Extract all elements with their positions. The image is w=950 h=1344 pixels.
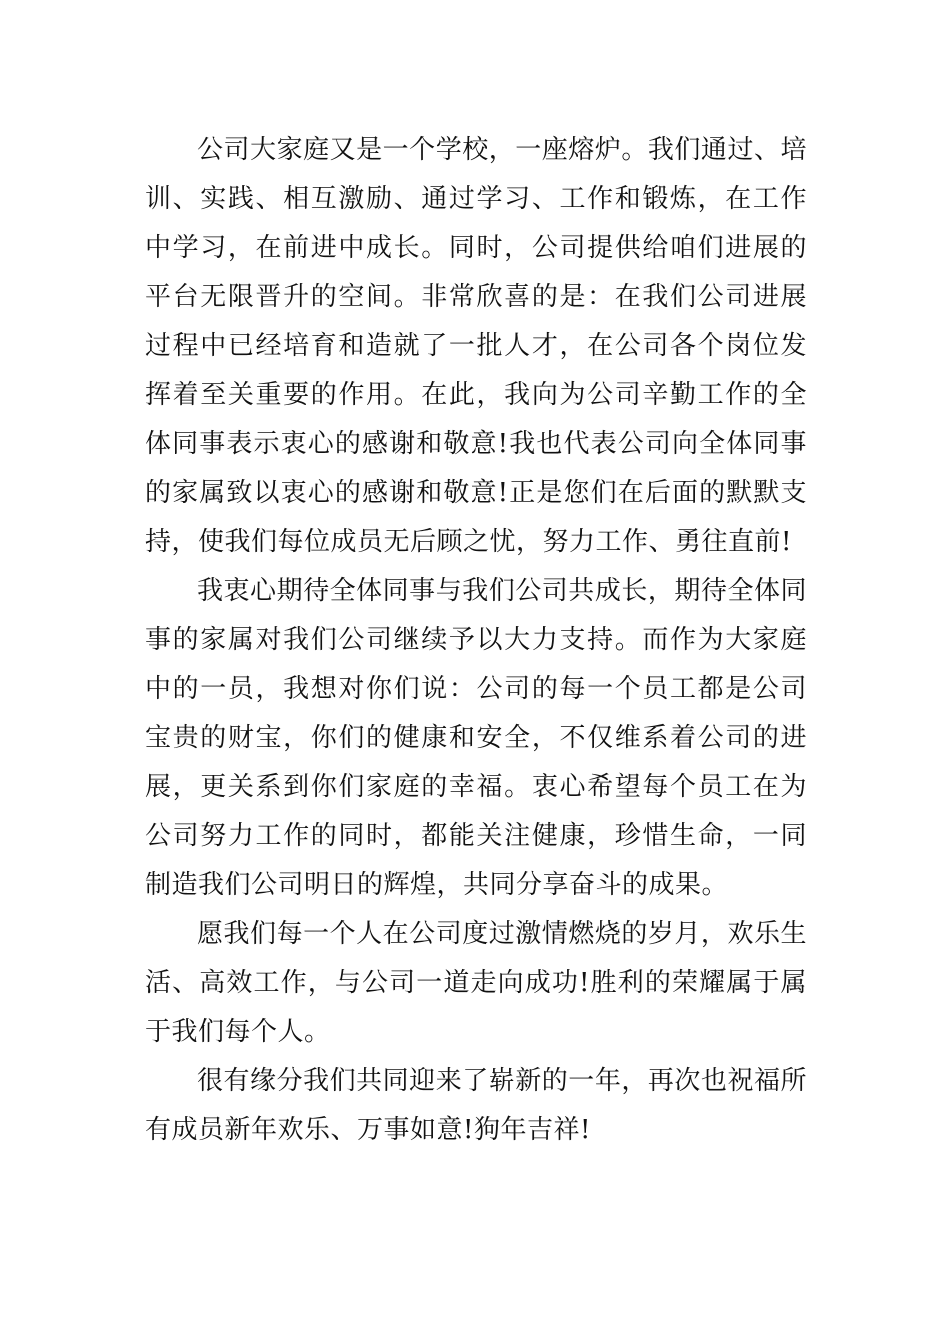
paragraph-growth-together: 我衷心期待全体同事与我们公司共成长，期待全体同事的家属对我们公司继续予以大力支持。而作为大家庭中的一员，我想对你们说：公司的每一个员工都是公司宝贵的财宝，你们的健康和安全，不仅维系着公司的进展，更关系到你们家庭的幸福。衷心希望每个员工在为公司努力工作的同时，都能关注健康，珍惜生命，一同制造我们公司明日的辉煌，共同分享奋斗的成果。 [145,576,807,900]
paragraph-passionate-years: 愿我们每一个人在公司度过激情燃烧的岁月，欢乐生活、高效工作，与公司一道走向成功!胜利的荣耀属于属于我们每个人。 [145,919,807,1047]
document-body [145,126,807,1155]
paragraph-company-school: 公司大家庭又是一个学校，一座熔炉。我们通过、培训、实践、相互激励、通过学习、工作和锻炼，在工作中学习，在前进中成长。同时，公司提供给咱们进展的平台无限晋升的空间。非常欣喜的是：在我们公司进展过程中已经培育和造就了一批人才，在公司各个岗位发挥着至关重要的作用。在此，我向为公司辛勤工作的全体同事表示衷心的感谢和敬意!我也代表公司向全体同事的家属致以衷心的感谢和敬意!正是您们在后面的默默支持，使我们每位成员无后顾之忧，努力工作、勇往直前! [145,135,807,557]
paragraph-new-year-wishes: 很有缘分我们共同迎来了崭新的一年，再次也祝福所有成员新年欢乐、万事如意!狗年吉祥! [145,1066,807,1145]
